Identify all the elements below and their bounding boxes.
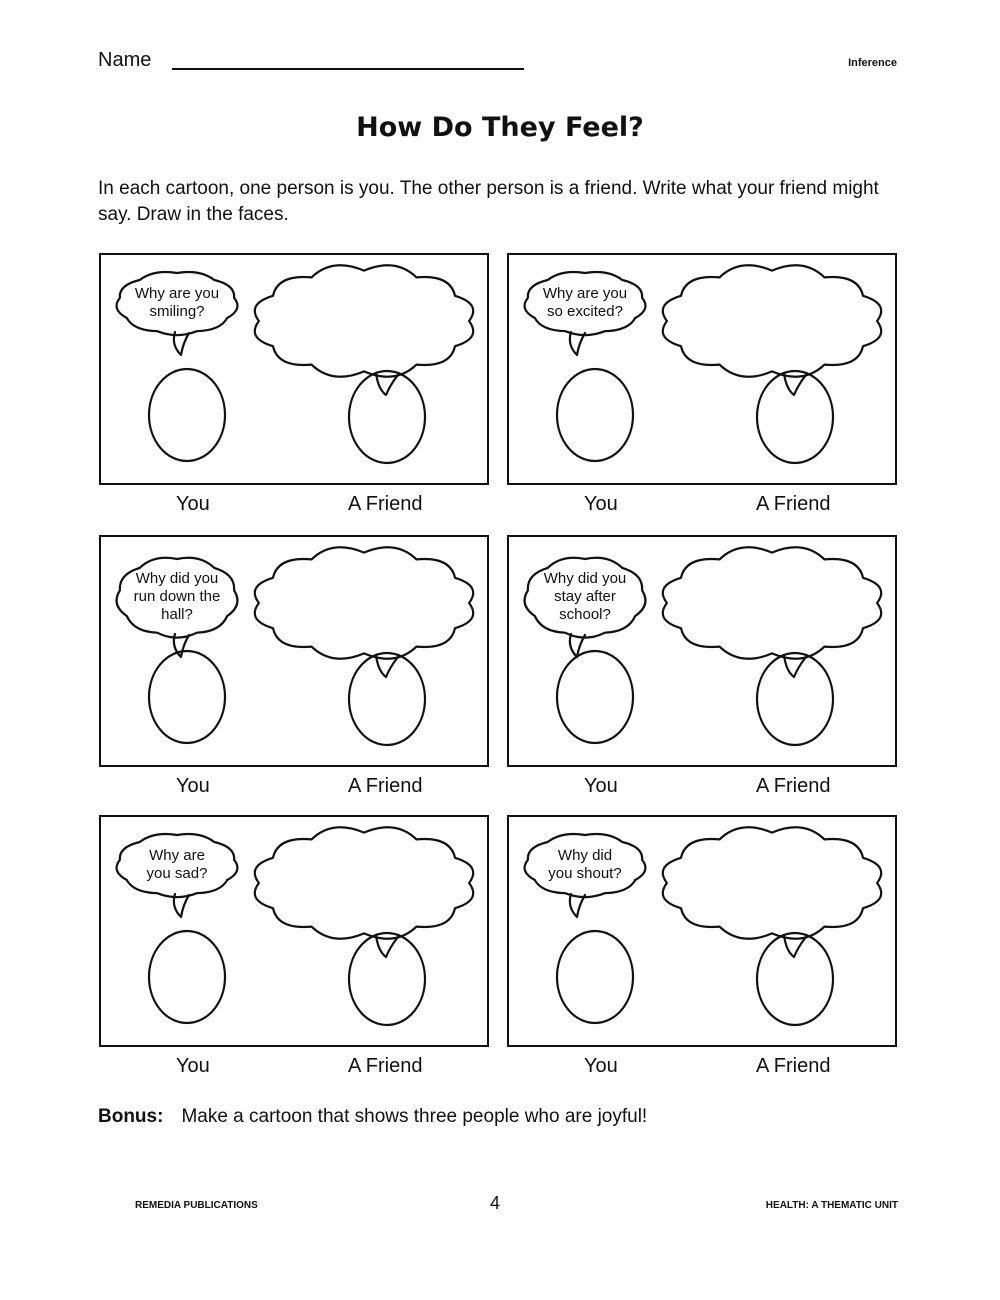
question-text xyxy=(121,285,233,321)
question-text xyxy=(529,847,641,883)
question-line: Why are you xyxy=(134,285,220,302)
you-label: You xyxy=(176,775,210,797)
friend-face-oval[interactable] xyxy=(349,371,425,463)
friend-answer-bubble[interactable] xyxy=(255,827,473,938)
question-line: you shout? xyxy=(548,865,622,882)
friend-face-oval[interactable] xyxy=(349,933,425,1025)
friend-answer-bubble[interactable] xyxy=(663,265,881,376)
friend-label: A Friend xyxy=(348,1055,423,1077)
you-face-oval[interactable] xyxy=(557,651,633,743)
question-line: Why are you xyxy=(542,285,628,302)
friend-label: A Friend xyxy=(348,493,423,515)
cartoon-panel xyxy=(99,253,489,485)
question-line: so excited? xyxy=(547,303,623,320)
friend-answer-bubble[interactable] xyxy=(255,547,473,658)
cartoon-panel xyxy=(507,815,897,1047)
cartoon-panel xyxy=(507,535,897,767)
cartoon-panel xyxy=(99,815,489,1047)
friend-face-oval[interactable] xyxy=(757,933,833,1025)
you-face-oval[interactable] xyxy=(149,931,225,1023)
topic-tag: Inference xyxy=(848,57,897,69)
question-line: hall? xyxy=(161,606,193,623)
question-line: Why did you xyxy=(135,570,219,587)
unit-name: HEALTH: A THEMATIC UNIT xyxy=(765,1200,898,1211)
you-label: You xyxy=(584,775,618,797)
friend-face-oval[interactable] xyxy=(757,371,833,463)
cartoon-panel xyxy=(99,535,489,767)
friend-face-oval[interactable] xyxy=(757,653,833,745)
question-line: stay after xyxy=(554,588,616,605)
question-line: school? xyxy=(559,606,611,623)
friend-label: A Friend xyxy=(756,493,831,515)
question-text xyxy=(529,570,641,624)
friend-face-oval[interactable] xyxy=(349,653,425,745)
you-label: You xyxy=(176,1055,210,1077)
question-line: Why are xyxy=(149,847,205,864)
question-text xyxy=(121,847,233,883)
friend-answer-bubble[interactable] xyxy=(663,827,881,938)
instructions: In each cartoon, one person is you. The other person is a friend. Write what your friend might say. Draw in the faces. xyxy=(98,178,879,225)
you-face-oval[interactable] xyxy=(557,369,633,461)
page-number: 4 xyxy=(490,1193,501,1213)
question-line: Why did xyxy=(557,847,613,864)
you-face-oval[interactable] xyxy=(149,651,225,743)
friend-label: A Friend xyxy=(756,775,831,797)
name-label: Name xyxy=(98,49,152,71)
question-line: smiling? xyxy=(149,303,205,320)
cartoon-panel xyxy=(507,253,897,485)
question-line: Why did you xyxy=(543,570,627,587)
friend-label: A Friend xyxy=(348,775,423,797)
question-line: you sad? xyxy=(146,865,208,882)
page-title: How Do They Feel? xyxy=(356,112,644,143)
publisher: REMEDIA PUBLICATIONS xyxy=(135,1200,258,1211)
question-text xyxy=(121,570,233,624)
friend-label: A Friend xyxy=(756,1055,831,1077)
name-line[interactable] xyxy=(172,68,524,70)
you-label: You xyxy=(584,1055,618,1077)
you-label: You xyxy=(176,493,210,515)
you-label: You xyxy=(584,493,618,515)
friend-answer-bubble[interactable] xyxy=(663,547,881,658)
you-face-oval[interactable] xyxy=(149,369,225,461)
bonus-text: Make a cartoon that shows three people who are joyful! xyxy=(181,1106,648,1127)
you-face-oval[interactable] xyxy=(557,931,633,1023)
question-text xyxy=(529,285,641,321)
bonus-label: Bonus: xyxy=(98,1106,164,1127)
question-line: run down the xyxy=(133,588,221,605)
bonus-line xyxy=(98,1106,647,1128)
friend-answer-bubble[interactable] xyxy=(255,265,473,376)
